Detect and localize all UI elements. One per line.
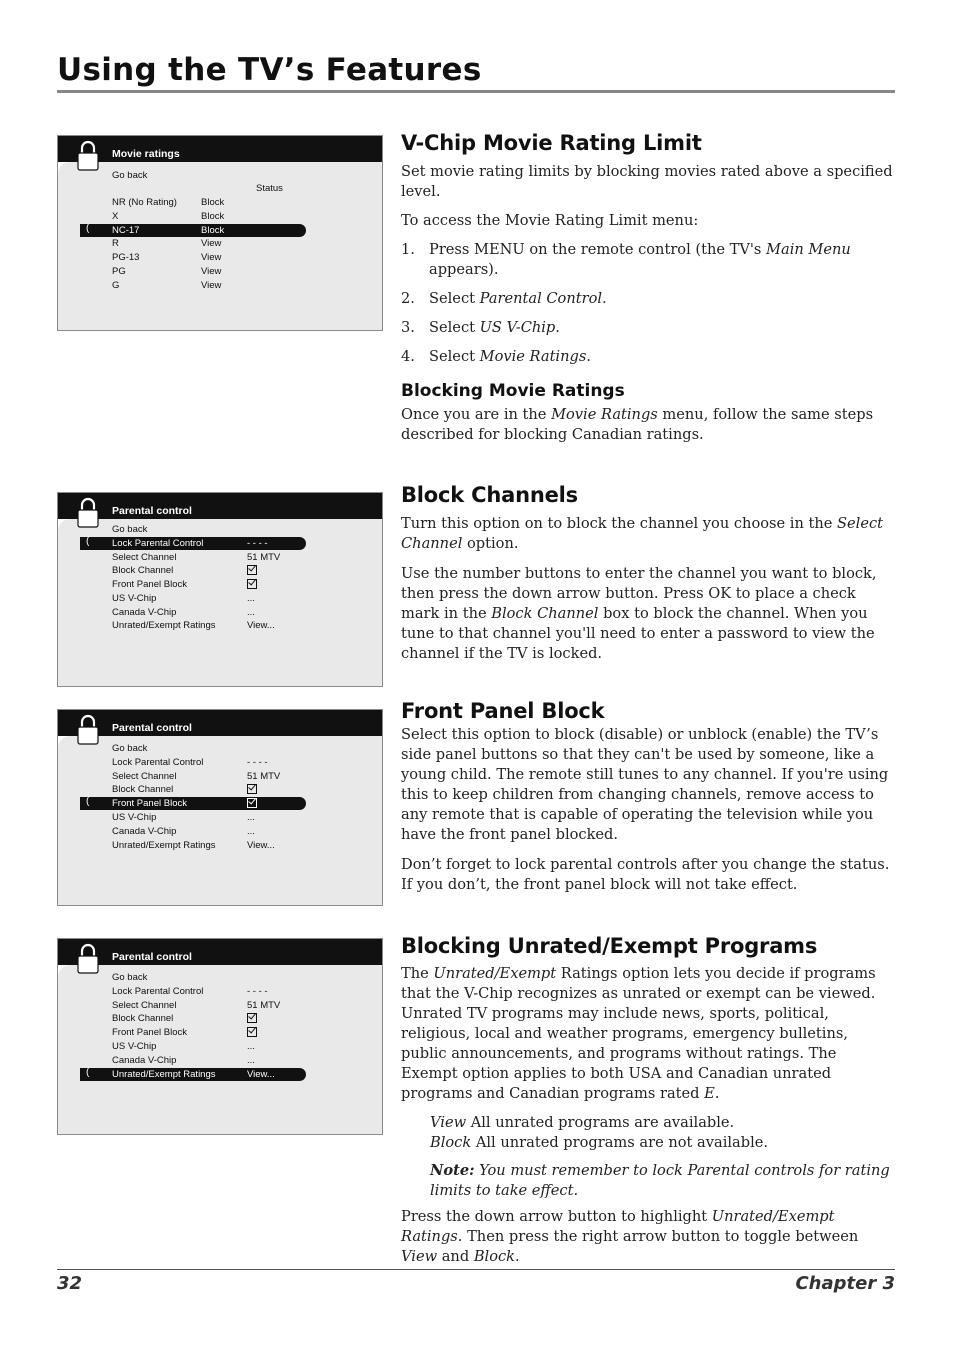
padlock-icon xyxy=(71,495,105,529)
menu-header xyxy=(58,939,382,965)
chapter-label: Chapter 3 xyxy=(795,1273,895,1294)
menu-header xyxy=(58,493,382,519)
menu-item-block-channel[interactable]: Block Channel xyxy=(112,783,173,796)
page-number: 32 xyxy=(57,1273,83,1294)
menu-item-nc17[interactable]: NC-17 Block xyxy=(112,225,225,236)
unrated-heading: Blocking Unrated/Exempt Programs xyxy=(401,934,818,958)
menu-item-x[interactable]: X Block xyxy=(112,211,225,222)
menu-item-go-back[interactable]: Go back xyxy=(112,524,148,535)
menu-panel xyxy=(58,736,382,905)
menu-item-front-panel-block[interactable]: Front Panel Block xyxy=(112,578,187,591)
step-item: 1. Press MENU on the remote control (the TV's Main Menu appears). xyxy=(401,241,851,278)
vchip-heading: V-Chip Movie Rating Limit xyxy=(401,131,702,155)
menu-item-lock-parental-control[interactable]: Lock Parental Control - - - - xyxy=(112,538,268,549)
parental-control-menu-lock xyxy=(57,492,383,687)
unrated-p2: Press the down arrow button to highlight Unrated/Exempt Ratings. Then press the right arrow button to toggle between View and Block. xyxy=(401,1208,859,1265)
menu-title: Parental control xyxy=(112,505,192,517)
menu-item-go-back[interactable]: Go back xyxy=(112,170,148,181)
step-item: 2. Select Parental Control. xyxy=(401,290,607,307)
blocking-movie-ratings-heading: Blocking Movie Ratings xyxy=(401,381,625,401)
checkbox-checked-icon[interactable] xyxy=(247,1027,257,1037)
menu-item-lock-parental-control[interactable]: Lock Parental Control - - - - xyxy=(112,757,268,768)
menu-header xyxy=(58,710,382,736)
vchip-access: To access the Movie Rating Limit menu: xyxy=(401,212,699,229)
front-panel-section xyxy=(401,698,896,895)
blocking-movie-ratings-section xyxy=(401,380,896,445)
title-rule xyxy=(57,90,895,93)
blocking-movie-ratings-text: Once you are in the Movie Ratings menu, follow the same steps described for blocking Canadian ratings. xyxy=(401,406,874,443)
vchip-section xyxy=(401,130,896,376)
menu-title: Parental control xyxy=(112,722,192,734)
padlock-icon xyxy=(71,941,105,975)
front-panel-p2: Don’t forget to lock parental controls after you change the status. If you don’t, the front panel block will not take effect. xyxy=(401,856,890,893)
menu-item-canada-vchip[interactable]: Canada V-Chip ... xyxy=(112,826,255,837)
menu-item-r[interactable]: R View xyxy=(112,238,222,249)
menu-item-nr[interactable]: NR (No Rating) Block xyxy=(112,197,225,208)
selector-icon: ( xyxy=(86,796,90,807)
menu-item-front-panel-block[interactable]: Front Panel Block xyxy=(112,797,187,810)
unrated-section xyxy=(401,933,896,1267)
front-panel-heading: Front Panel Block xyxy=(401,699,605,723)
front-panel-p1: Select this option to block (disable) or unblock (enable) the TV’s side panel buttons so that they can't be used by someone, like a young child. The remote still tunes to any channel. If you're using this to keep children from changing channels, remove access to any remote that is capable of operating the television while you have the front panel blocked. xyxy=(401,726,889,843)
menu-item-select-channel[interactable]: Select Channel 51 MTV xyxy=(112,771,281,782)
block-channels-section xyxy=(401,482,896,664)
menu-item-us-vchip[interactable]: US V-Chip ... xyxy=(112,593,255,604)
menu-item-us-vchip[interactable]: US V-Chip ... xyxy=(112,1041,255,1052)
menu-panel xyxy=(58,965,382,1134)
padlock-icon xyxy=(71,138,105,172)
menu-title: Movie ratings xyxy=(112,148,180,160)
step-item: 3. Select US V-Chip. xyxy=(401,319,560,336)
menu-item-go-back[interactable]: Go back xyxy=(112,743,148,754)
page-title: Using the TV’s Features xyxy=(57,52,482,88)
menu-item-canada-vchip[interactable]: Canada V-Chip ... xyxy=(112,1055,255,1066)
unrated-p1: The Unrated/Exempt Ratings option lets you decide if programs that the V-Chip recognizes as unrated or exempt can be viewed. Unrated TV programs may include news, sports, political, religious, local and weather programs, emergency bulletins, public announcements, and programs without ratings. The Exempt option applies to both USA and Canadian unrated programs and Canadian programs rated E. xyxy=(401,965,876,1102)
menu-item-lock-parental-control[interactable]: Lock Parental Control - - - - xyxy=(112,986,268,997)
block-channels-p2: Use the number buttons to enter the channel you want to block, then press the down arrow button. Press OK to place a check mark in the Block Channel box to block the channel. When you tune to that channel you'll need to enter a password to view the channel if the TV is locked. xyxy=(401,565,877,662)
unrated-note: Note: You must remember to lock Parental controls for rating limits to take effect. xyxy=(430,1162,890,1199)
movie-ratings-menu xyxy=(57,135,383,331)
checkbox-checked-icon[interactable] xyxy=(247,579,257,589)
parental-control-menu-unrated xyxy=(57,938,383,1135)
menu-item-canada-vchip[interactable]: Canada V-Chip ... xyxy=(112,607,255,618)
vchip-steps xyxy=(401,240,896,367)
selector-icon: ( xyxy=(86,536,90,547)
padlock-icon xyxy=(71,712,105,746)
unrated-block-option: Block All unrated programs are not available. xyxy=(430,1134,769,1151)
checkbox-checked-icon[interactable] xyxy=(247,565,257,575)
block-channels-p1: Turn this option on to block the channel you choose in the Select Channel option. xyxy=(401,515,884,552)
checkbox-checked-icon[interactable] xyxy=(247,1013,257,1023)
selector-icon: ( xyxy=(86,1067,90,1078)
menu-item-g[interactable]: G View xyxy=(112,280,222,291)
unrated-view-option: View All unrated programs are available. xyxy=(430,1114,735,1131)
menu-item-us-vchip[interactable]: US V-Chip ... xyxy=(112,812,255,823)
vchip-intro: Set movie rating limits by blocking movies rated above a specified level. xyxy=(401,163,893,200)
checkbox-checked-icon[interactable] xyxy=(247,798,257,808)
checkbox-checked-icon[interactable] xyxy=(247,784,257,794)
selector-icon: ( xyxy=(86,223,90,234)
parental-control-menu-front-panel xyxy=(57,709,383,906)
status-column-header: Status xyxy=(256,183,283,194)
menu-item-pg13[interactable]: PG-13 View xyxy=(112,252,222,263)
menu-item-go-back[interactable]: Go back xyxy=(112,972,148,983)
menu-item-select-channel[interactable]: Select Channel 51 MTV xyxy=(112,552,281,563)
menu-item-unrated-exempt[interactable]: Unrated/Exempt Ratings View... xyxy=(112,620,275,631)
menu-header xyxy=(58,136,382,162)
menu-item-pg[interactable]: PG View xyxy=(112,266,222,277)
block-channels-heading: Block Channels xyxy=(401,483,578,507)
step-item: 4. Select Movie Ratings. xyxy=(401,348,591,365)
menu-item-block-channel[interactable]: Block Channel xyxy=(112,564,173,577)
menu-item-front-panel-block[interactable]: Front Panel Block xyxy=(112,1026,187,1039)
footer-rule xyxy=(57,1269,895,1270)
menu-item-select-channel[interactable]: Select Channel 51 MTV xyxy=(112,1000,281,1011)
menu-item-block-channel[interactable]: Block Channel xyxy=(112,1012,173,1025)
menu-title: Parental control xyxy=(112,951,192,963)
menu-item-unrated-exempt[interactable]: Unrated/Exempt Ratings View... xyxy=(112,1069,275,1080)
menu-item-unrated-exempt[interactable]: Unrated/Exempt Ratings View... xyxy=(112,840,275,851)
